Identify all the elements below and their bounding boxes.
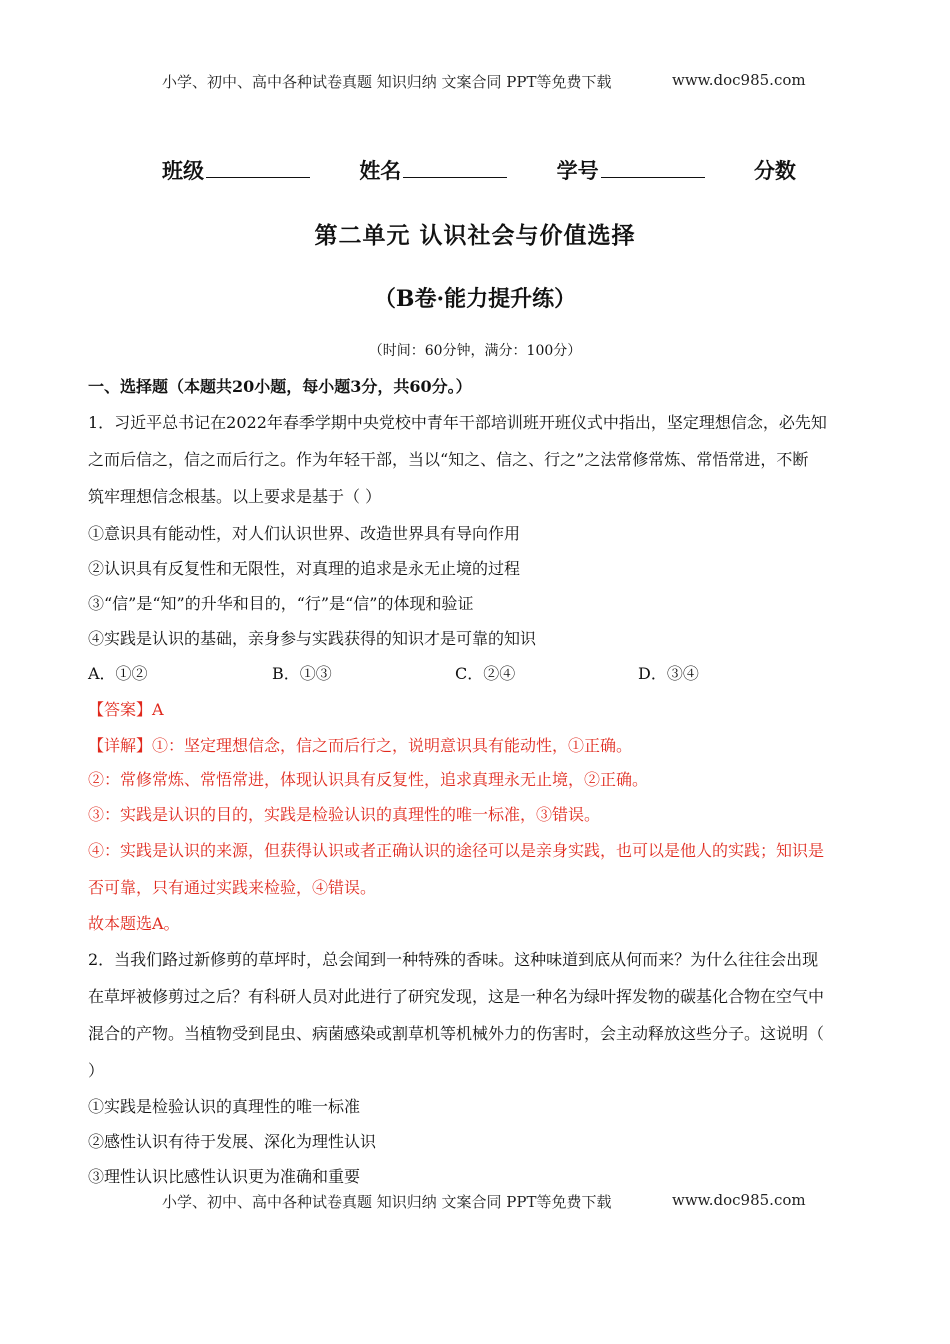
q1-analysis-line: ③：实践是认识的目的，实践是检验认识的真理性的唯一标准，③错误。 bbox=[88, 805, 601, 824]
q2-line-1: 2．当我们路过新修剪的草坪时，总会闻到一种特殊的香味。这种味道到底从何而来？为什么往往会出现 bbox=[88, 950, 819, 969]
q1-answer: 【答案】A bbox=[88, 700, 164, 719]
score-field: 分数 bbox=[753, 158, 796, 183]
q1-analysis-line: 【详解】①：坚定理想信念，信之而后行之，说明意识具有能动性，①正确。 bbox=[88, 736, 633, 755]
class-field[interactable]: 班级 bbox=[162, 155, 310, 185]
q2-statement: ②感性认识有待于发展、深化为理性认识 bbox=[88, 1132, 377, 1151]
page-title: 第二单元 认识社会与价值选择 bbox=[314, 222, 636, 249]
q2-statement: ①实践是检验认识的真理性的唯一标准 bbox=[88, 1097, 361, 1116]
student-info-fields bbox=[162, 155, 838, 185]
q1-statement: ④实践是认识的基础，亲身参与实践获得的知识才是可靠的知识 bbox=[88, 629, 537, 648]
q2-statement: ③理性认识比感性认识更为准确和重要 bbox=[88, 1167, 361, 1186]
q1-line-1: 1．习近平总书记在2022年春季学期中央党校中青年干部培训班开班仪式中指出，坚定理想信念，必先知 bbox=[88, 413, 827, 432]
q1-option-c[interactable]: C．②④ bbox=[455, 664, 516, 683]
q2-line-2: 在草坪被修剪过之后？有科研人员对此进行了研究发现，这是一种名为绿叶挥发物的碳基化合物在空气中 bbox=[88, 987, 825, 1006]
header-promo: 小学、初中、高中各种试卷真题 知识归纳 文案合同 PPT等免费下载 bbox=[162, 73, 612, 91]
q1-analysis-line: ④：实践是认识的来源，但获得认识或者正确认识的途径可以是亲身实践，也可以是他人的实践；知识是 bbox=[88, 841, 825, 860]
q1-option-a[interactable]: A．①② bbox=[88, 664, 148, 683]
q2-line-4: ） bbox=[88, 1061, 105, 1080]
page-subtitle: （B卷·能力提升练） bbox=[373, 286, 577, 312]
q1-line-3: 筑牢理想信念根基。以上要求是基于（ ） bbox=[88, 487, 382, 506]
name-blank[interactable] bbox=[403, 159, 507, 178]
q1-statement: ②认识具有反复性和无限性，对真理的追求是永无止境的过程 bbox=[88, 559, 521, 578]
footer-site: www.doc985.com bbox=[672, 1191, 806, 1209]
class-blank[interactable] bbox=[206, 159, 310, 178]
id-blank[interactable] bbox=[601, 159, 705, 178]
q1-analysis-line: ②：常修常炼、常悟常进，体现认识具有反复性，追求真理永无止境，②正确。 bbox=[88, 770, 649, 789]
q1-conclusion: 故本题选A。 bbox=[88, 914, 180, 933]
q1-statement: ①意识具有能动性，对人们认识世界、改造世界具有导向作用 bbox=[88, 524, 521, 543]
id-field[interactable]: 学号 bbox=[557, 155, 705, 185]
name-field[interactable]: 姓名 bbox=[359, 155, 507, 185]
section-heading: 一、选择题（本题共20小题，每小题3分，共60分。） bbox=[88, 377, 472, 396]
q1-statement: ③“信”是“知”的升华和目的，“行”是“信”的体现和验证 bbox=[88, 594, 474, 613]
q1-option-d[interactable]: D．③④ bbox=[638, 664, 699, 683]
header-site: www.doc985.com bbox=[672, 71, 806, 89]
q1-analysis-line: 否可靠，只有通过实践来检验，④错误。 bbox=[88, 878, 377, 897]
q2-line-3: 混合的产物。当植物受到昆虫、病菌感染或割草机等机械外力的伤害时，会主动释放这些分子。这说明（ bbox=[88, 1024, 825, 1043]
q1-line-2: 之而后信之，信之而后行之。作为年轻干部，当以“知之、信之、行之”之法常修常炼、常悟常进，不断 bbox=[88, 450, 809, 469]
q1-option-b[interactable]: B．①③ bbox=[272, 664, 332, 683]
footer-promo: 小学、初中、高中各种试卷真题 知识归纳 文案合同 PPT等免费下载 bbox=[162, 1193, 612, 1211]
time-info: （时间：60分钟，满分：100分） bbox=[368, 343, 582, 359]
